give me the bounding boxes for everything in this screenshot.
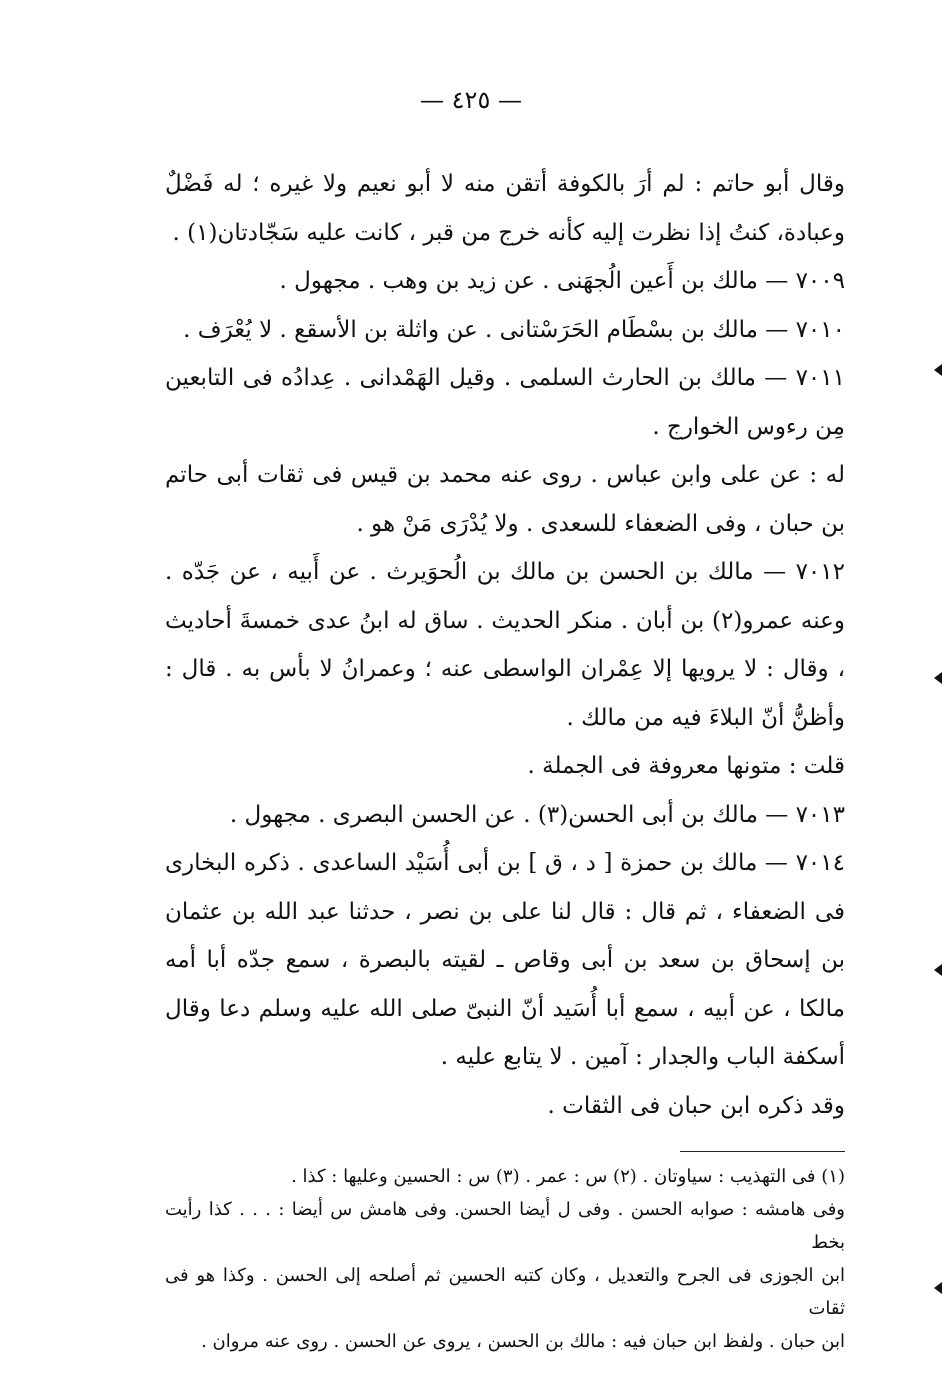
- scan-edge-mark: [934, 1282, 942, 1294]
- paragraph-ibn-hibban: وقد ذكره ابن حبان فى الثقات .: [547, 1092, 845, 1119]
- scan-edge-mark: [934, 672, 942, 684]
- footnotes: [165, 1160, 845, 1358]
- scan-edge-mark: [934, 364, 942, 376]
- entry-7011: ٧٠١١ — مالك بن الحارث السلمى . وقيل الهَمْدانى . عِدادُه فى التابعين مِن رءوس الخوارج .: [165, 365, 845, 440]
- footnote-line: وفى هامشه : صوابه الحسن . وفى ل أيضا الحسن. وفى هامش س أيضا : . . . كذا رأيت بخط: [165, 1199, 845, 1253]
- entry-7012: ٧٠١٢ — مالك بن الحسن بن مالك بن الُحوَيرث . عن أَبيه ، عن جَدّه . وعنه عمرو(٢) بن أبان . منكر الحديث . ساق له ابنُ عدى خمسةَ أحاديث ، وقال : لا يرويها إلا عِمْران الواسطى عنه ؛ وعمرانُ لا بأس به . قال : وأظنُّ أنّ البلاءَ فيه من مالك .: [165, 559, 845, 731]
- footnote-line: ابن الجوزى فى الجرح والتعديل ، وكان كتبه الحسين ثم أصلحه إلى الحسن . وكذا هو فى ثقات: [165, 1265, 845, 1319]
- main-text: [165, 160, 845, 1130]
- footnote-divider: [680, 1151, 845, 1152]
- paragraph-qultu: قلت : متونها معروفة فى الجملة .: [527, 753, 845, 779]
- paragraph-abu-hatim-quote: وقال أبو حاتم : لم أرَ بالكوفة أتقن منه لا أبو نعيم ولا غيره ؛ له فَضْلٌ وعبادة، كنتُ إذا نظرت إليه كأنه خرج من قبر ، كانت عليه سَجّادتان(١) .: [165, 171, 845, 246]
- entry-7009: ٧٠٠٩ — مالك بن أَعين الُجهَنى . عن زيد بن وهب . مجهول .: [279, 268, 845, 294]
- entry-7013: ٧٠١٣ — مالك بن أبى الحسن(٣) . عن الحسن البصرى . مجهول .: [229, 801, 845, 828]
- entry-7014: ٧٠١٤ — مالك بن حمزة [ د ، ق ] بن أبى أُسَيْد الساعدى . ذكره البخارى فى الضعفاء ، ثم قال : قال لنا على بن نصر ، حدثنا عبد الله بن عثمان بن إسحاق بن سعد بن أبى وقاص ـ لقيته بالبصرة ، سمع جدّه أبا أمه مالكا ، عن أبيه ، سمع أبا أُسَيد أنّ النبىّ صلى الله عليه وسلم دعا وقال أسكفة الباب والجدار : آمين . لا يتابع عليه .: [165, 850, 845, 1070]
- page-number: — ٤٢٥ —: [420, 86, 522, 114]
- scan-edge-mark: [934, 964, 942, 976]
- paragraph-7011-details: له : عن على وابن عباس . روى عنه محمد بن قيس فى ثقات أبى حاتم بن حبان ، وفى الضعفاء للسعدى . ولا يُدْرَى مَنْ هو .: [165, 462, 845, 537]
- entry-7010: ٧٠١٠ — مالك بن بسْطَام الحَرَسْتانى . عن واثلة بن الأسقع . لا يُعْرَف .: [183, 316, 845, 343]
- footnote-line: (١) فى التهذيب : سياوتان . (٢) س : عمر . (٣) س : الحسين وعليها : كذا .: [291, 1166, 845, 1187]
- footnote-line: ابن حبان . ولفظ ابن حبان فيه : مالك بن الحسن ، يروى عن الحسن . روى عنه مروان .: [201, 1331, 845, 1352]
